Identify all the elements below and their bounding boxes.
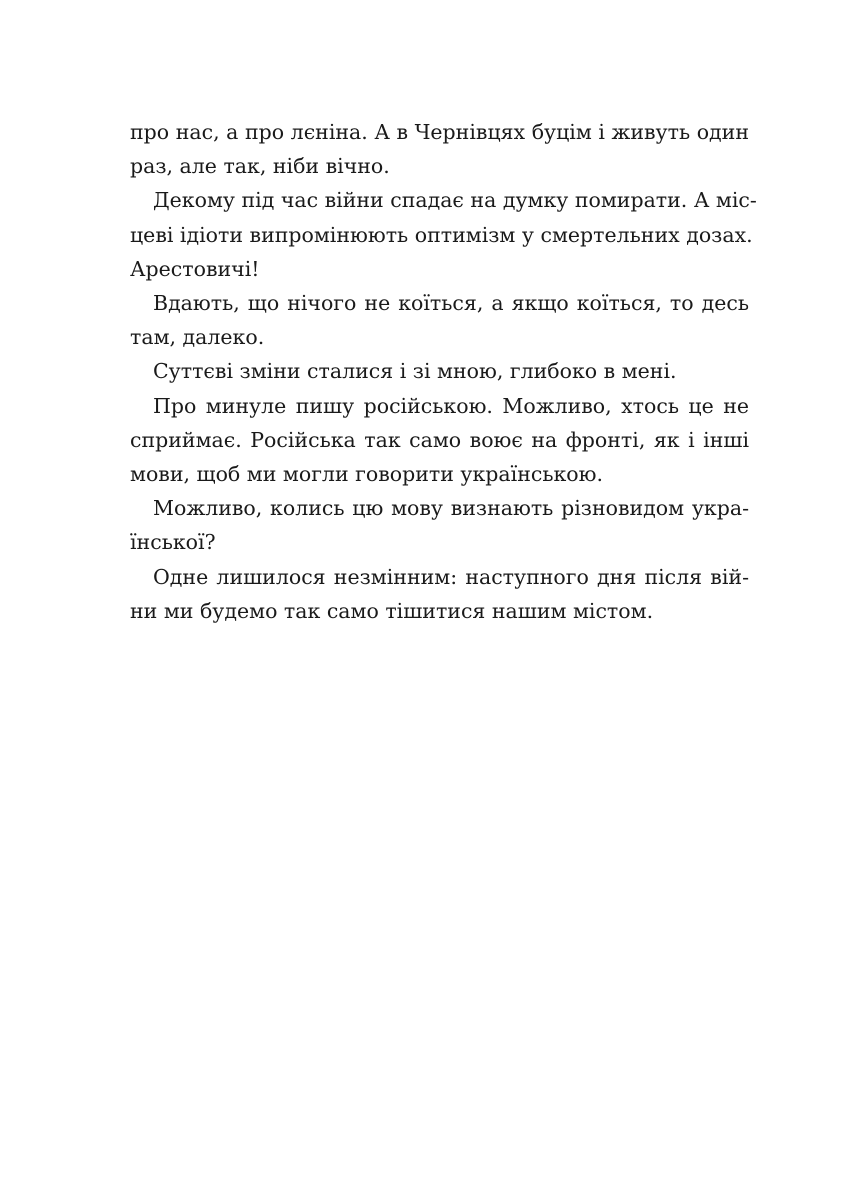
text-line: їнської? bbox=[130, 530, 216, 555]
text-line: про нас, а про лєніна. А в Чернівцях буцім і живуть один bbox=[130, 120, 749, 144]
text-line: там, далеко. bbox=[130, 325, 265, 350]
text-line: цеві ідіоти випромінюють оптимізм у смертельних дозах. bbox=[130, 222, 753, 247]
text-line: Декому під час війни спадає на думку помирати. А міс- bbox=[153, 188, 757, 213]
text-line: Про минуле пишу російською. Можливо, хтось це не bbox=[153, 393, 749, 418]
paragraph-7 bbox=[130, 560, 749, 628]
paragraph-4 bbox=[130, 354, 749, 388]
page-body bbox=[130, 115, 757, 628]
text-line: Арестовичі! bbox=[130, 256, 260, 281]
text-line: Суттєві зміни сталися і зі мною, глибоко в мені. bbox=[153, 359, 677, 384]
text-line: ни ми будемо так само тішитися нашим містом. bbox=[130, 598, 654, 623]
paragraph-1 bbox=[130, 115, 749, 183]
paragraph-3 bbox=[130, 286, 749, 354]
paragraph-6 bbox=[130, 491, 749, 559]
paragraph-5 bbox=[130, 389, 749, 492]
text-line: сприймає. Російська так само воює на фронті, як і інші bbox=[130, 427, 749, 452]
paragraph-2 bbox=[130, 183, 757, 286]
text-line: Можливо, колись цю мову визнають різновидом укра- bbox=[153, 496, 749, 521]
text-line: Вдають, що нічого не коїться, а якщо коїться, то десь bbox=[153, 291, 749, 316]
text-line: мови, щоб ми могли говорити українською. bbox=[130, 462, 604, 487]
text-line: раз, але так, ніби вічно. bbox=[130, 154, 390, 179]
text-line: Одне лишилося незмінним: наступного дня після вій- bbox=[153, 564, 749, 589]
